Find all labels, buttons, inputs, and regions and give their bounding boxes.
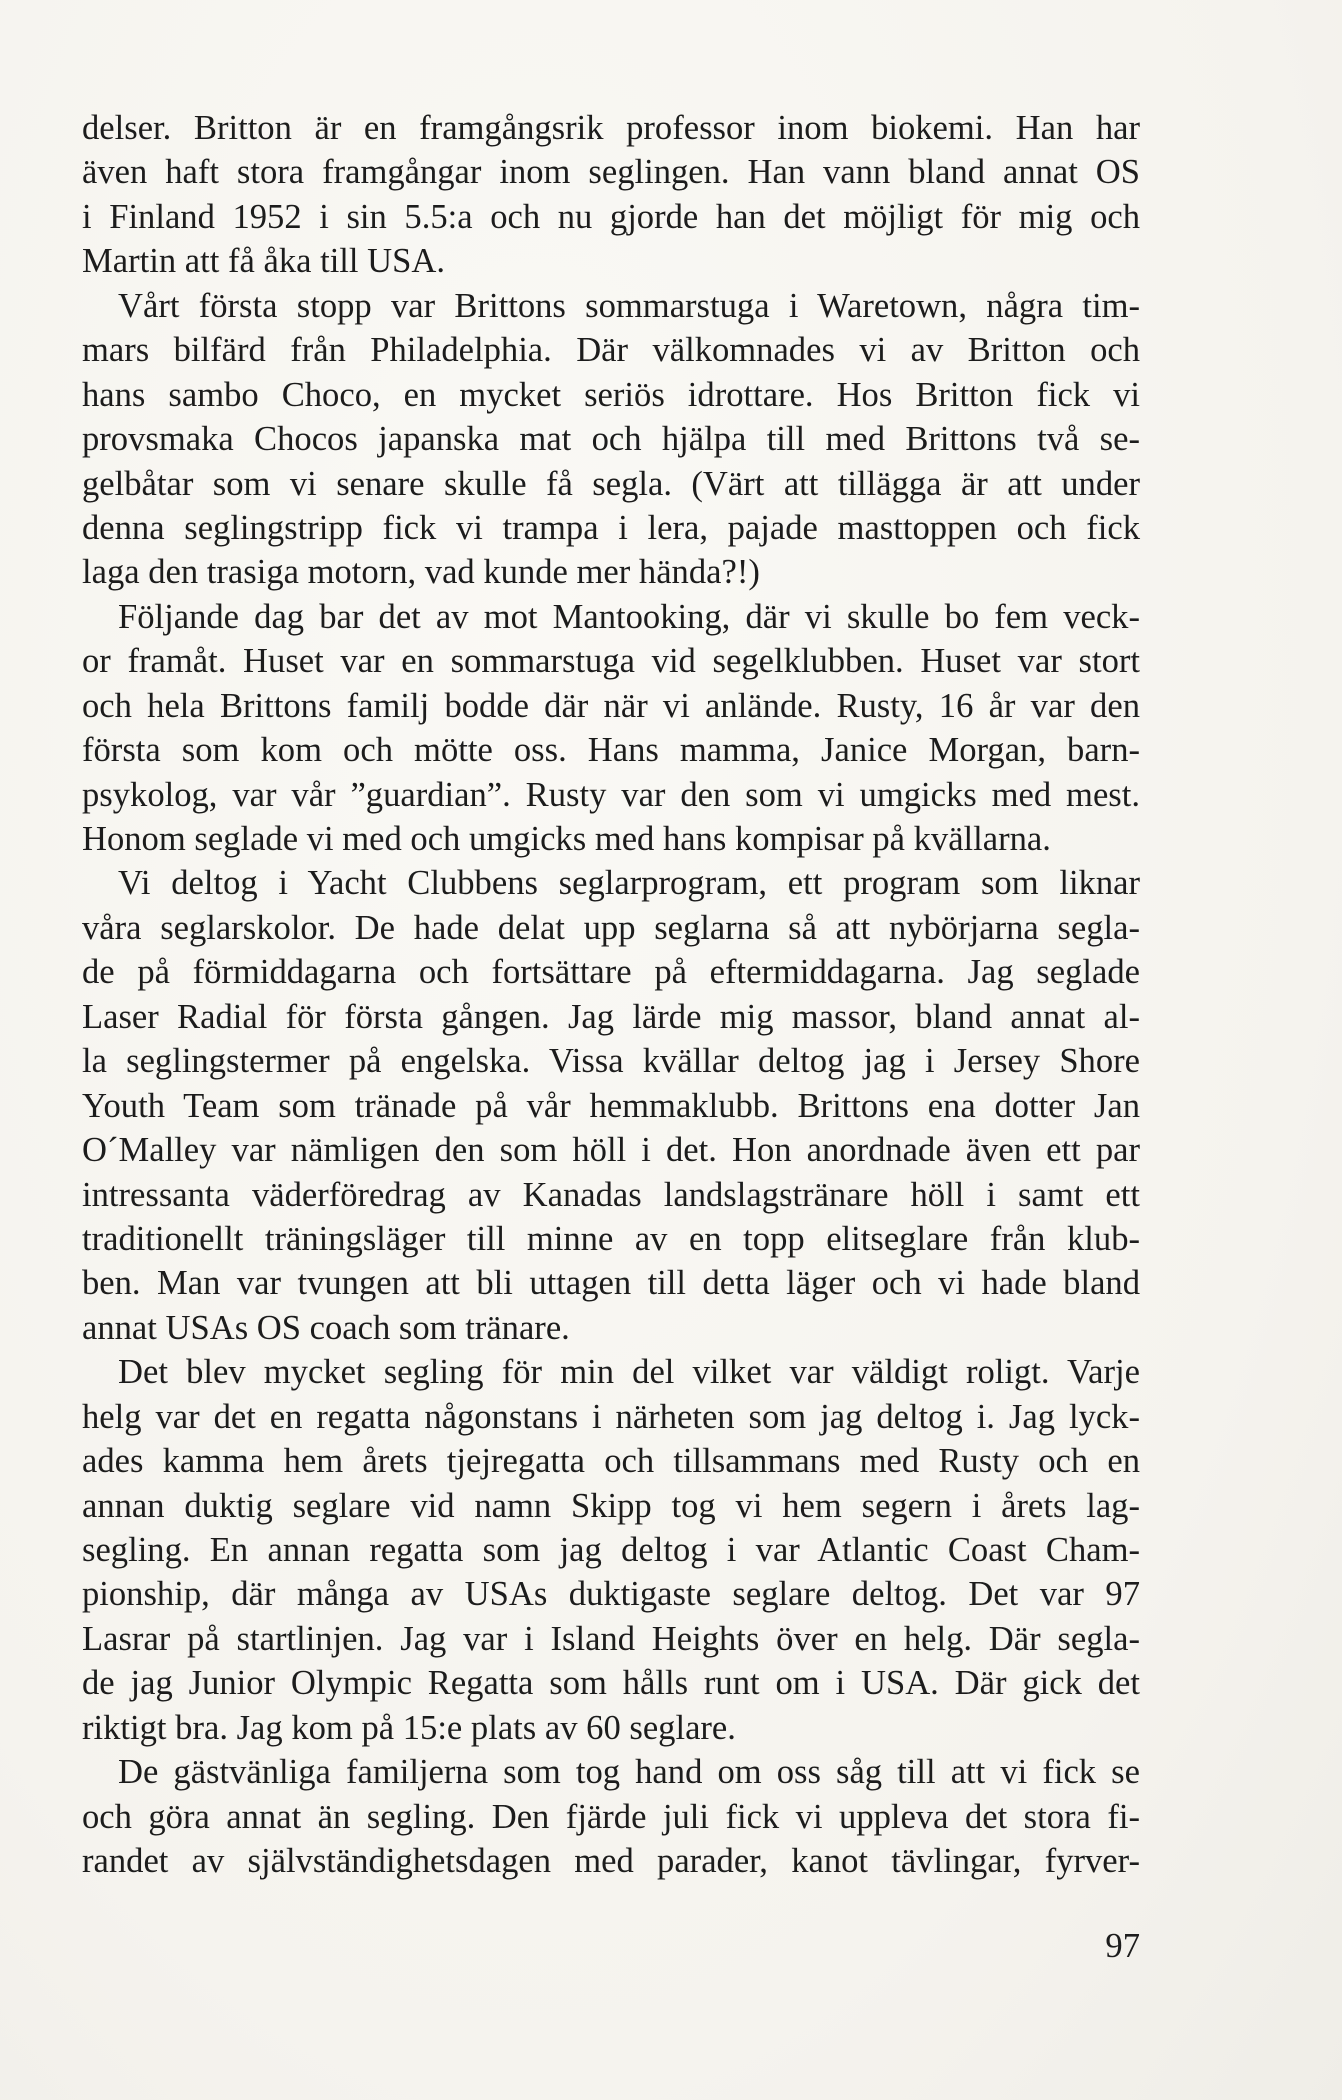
text-line: annat USAs OS coach som tränare. [82,1308,570,1347]
text-line: delser. Britton är en framgångsrik professor inom biokemi. Han har [82,109,1140,147]
text-line: de jag Junior Olympic Regatta som hålls runt om i USA. Där gick det [82,1664,1140,1703]
text-line: våra seglarskolor. De hade delat upp seglarna så att nybörjarna segla- [82,908,1140,947]
text-line: Följande dag bar det av mot Mantooking, där vi skulle bo fem veck- [118,597,1140,636]
text-line: de på förmiddagarna och fortsättare på eftermiddagarna. Jag seglade [82,953,1140,992]
text-line: traditionellt träningsläger till minne av en topp elitseglare från klub- [82,1219,1140,1258]
text-line: intressanta väderföredrag av Kanadas landslagstränare höll i samt ett [82,1175,1140,1214]
text-line: pionship, där många av USAs duktigaste seglare deltog. Det var 97 [82,1575,1140,1614]
text-line: riktigt bra. Jag kom på 15:e plats av 60 seglare. [82,1708,736,1747]
text-line: psykolog, var vår ”guardian”. Rusty var den som vi umgicks med mest. [82,775,1140,814]
text-line: De gästvänliga familjerna som tog hand om oss såg till att vi fick se [118,1753,1140,1792]
text-line: och göra annat än segling. Den fjärde juli fick vi uppleva det stora fi- [82,1797,1140,1836]
text-line: randet av självständighetsdagen med parader, kanot tävlingar, fyrver- [82,1842,1140,1881]
text-line: laga den trasiga motorn, vad kunde mer hända?!) [82,553,760,592]
page-number: 97 [1105,1927,1140,1965]
text-line: Lasrar på startlinjen. Jag var i Island Heights över en helg. Där segla- [82,1619,1140,1658]
text-line: Laser Radial för första gången. Jag lärde mig massor, bland annat al- [82,997,1140,1036]
text-line: ades kamma hem årets tjejregatta och tillsammans med Rusty och en [82,1442,1140,1481]
text-line: O´Malley var nämligen den som höll i det. Hon anordnade även ett par [82,1131,1140,1170]
text-line: Honom seglade vi med och umgicks med hans kompisar på kvällarna. [82,820,1051,858]
text-line: ben. Man var tvungen att bli uttagen till detta läger och vi hade bland [82,1264,1140,1303]
text-line: Youth Team som tränade på vår hemmaklubb. Brittons ena dotter Jan [82,1086,1140,1125]
text-line: provsmaka Chocos japanska mat och hjälpa till med Brittons två se- [82,420,1140,459]
text-line: la seglingstermer på engelska. Vissa kvällar deltog jag i Jersey Shore [82,1042,1140,1081]
text-line: och hela Brittons familj bodde där när vi anlände. Rusty, 16 år var den [82,686,1140,725]
text-line: första som kom och mötte oss. Hans mamma, Janice Morgan, barn- [82,731,1140,770]
text-line: annan duktig seglare vid namn Skipp tog vi hem segern i årets lag- [82,1486,1140,1525]
text-line: Det blev mycket segling för min del vilket var väldigt roligt. Varje [118,1353,1140,1392]
text-line: Martin att få åka till USA. [82,242,445,281]
text-line: Vårt första stopp var Brittons sommarstuga i Waretown, några tim- [118,286,1140,325]
text-line: hans sambo Choco, en mycket seriös idrottare. Hos Britton fick vi [82,375,1140,414]
text-line: gelbåtar som vi senare skulle få segla. (Värt att tillägga är att under [82,464,1140,503]
text-line: Vi deltog i Yacht Clubbens seglarprogram, ett program som liknar [118,864,1140,903]
text-line: segling. En annan regatta som jag deltog i var Atlantic Coast Cham- [82,1531,1140,1569]
text-line: även haft stora framgångar inom seglingen. Han vann bland annat OS [82,153,1140,192]
text-line: i Finland 1952 i sin 5.5:a och nu gjorde han det möjligt för mig och [82,197,1140,236]
text-line: or framåt. Huset var en sommarstuga vid segelklubben. Huset var stort [82,642,1140,681]
text-line: mars bilfärd från Philadelphia. Där välkomnades vi av Britton och [82,331,1140,370]
body-text [82,106,1140,1884]
text-line: helg var det en regatta någonstans i närheten som jag deltog i. Jag lyck- [82,1397,1140,1436]
text-line: denna seglingstripp fick vi trampa i lera, pajade masttoppen och fick [82,508,1140,547]
